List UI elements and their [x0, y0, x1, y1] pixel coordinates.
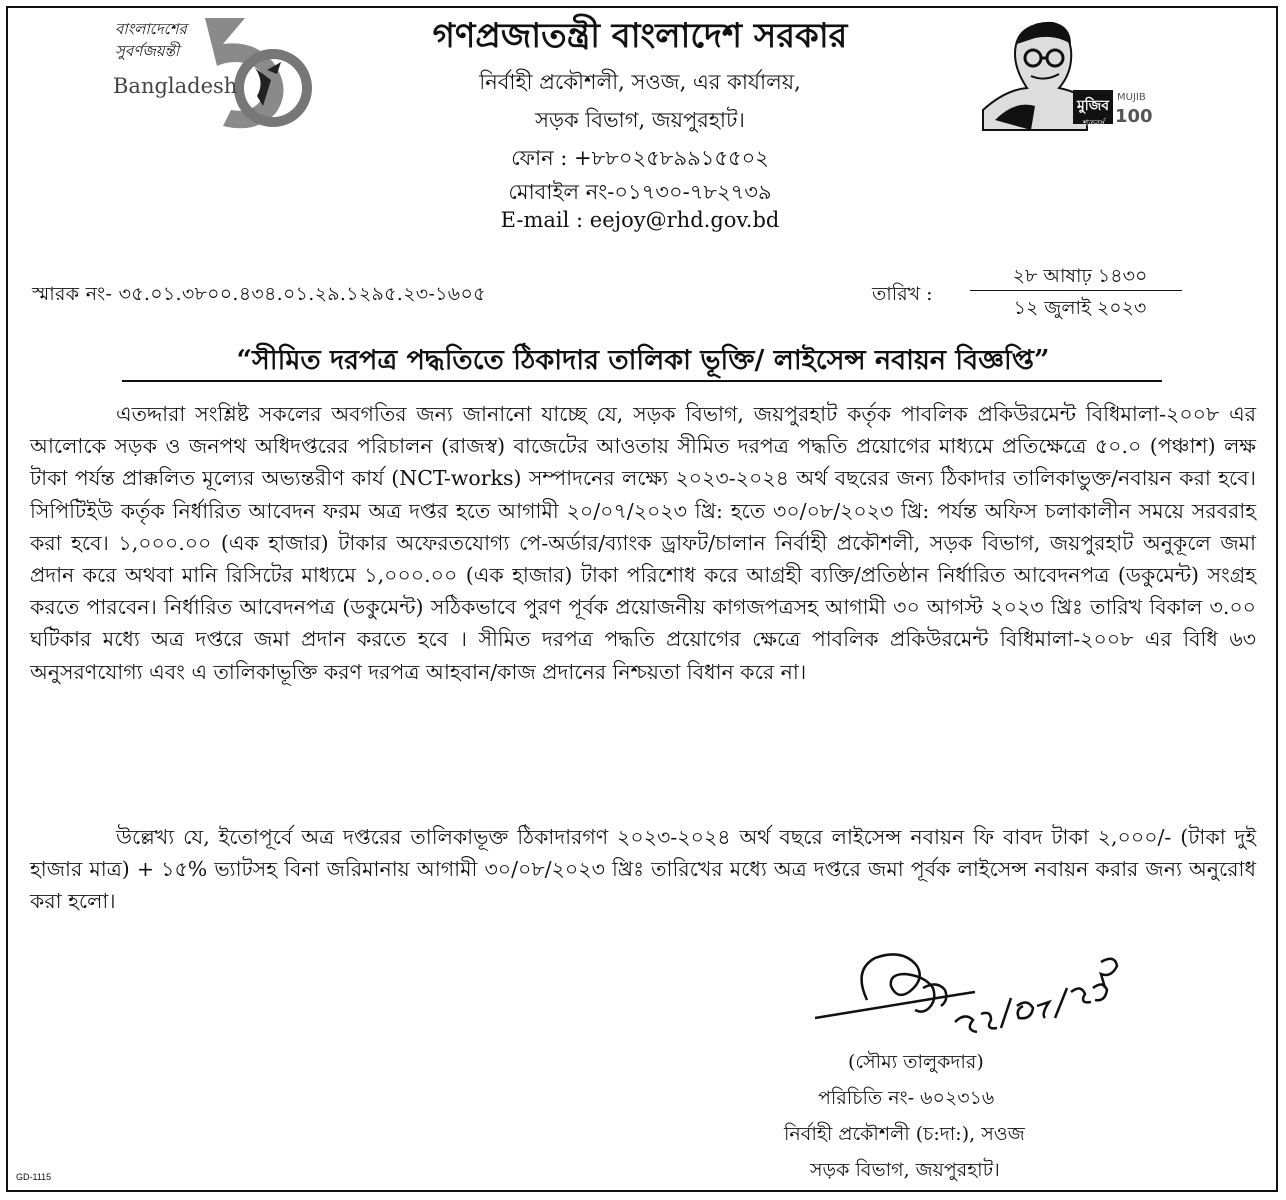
body-paragraph-2	[30, 821, 1256, 918]
email-address: E-mail : eejoy@rhd.gov.bd	[500, 208, 780, 232]
mobile-number: মোবাইল নং-০১৭৩০-৭৮২৭৩৯	[508, 180, 772, 204]
date-label: তারিখ :	[872, 283, 933, 305]
date-bangla: ২৮ আষাঢ় ১৪৩০	[1012, 265, 1148, 287]
logo-bangla-line2: সুবর্ণজয়ন্তী	[115, 42, 180, 60]
bangladesh-50-logo	[105, 10, 315, 135]
mujib-bangla-text: মুজিব	[1077, 98, 1110, 114]
handwritten-signature-icon	[805, 940, 1135, 1050]
date-english: ১২ জুলাই ২০২৩	[1013, 297, 1147, 319]
signatory-name: (সৌম্য তালুকদার)	[848, 1051, 984, 1073]
government-title: গণপ্রজাতন্ত্রী বাংলাদেশ সরকার	[432, 16, 848, 56]
body-paragraph-1	[30, 398, 1256, 688]
mujib-100-logo	[975, 10, 1153, 135]
body-paragraph-1-text: এতদ্দারা সংশ্লিষ্ট সকলের অবগতির জন্য জানানো যাচ্ছে যে, সড়ক বিভাগ, জয়পুরহাট কর্তৃক পাবলিক প্রকিউরমেন্ট বিধিমালা-২০০৮ এর আলোকে সড়ক ও জনপথ অধিদপ্তরের পরিচালন (রাজস্ব) বাজেটের আওতায় সীমিত দরপত্র পদ্ধতি প্রয়োগের মাধ্যমে প্রতিক্ষেত্রে ৫০.০ (পঞ্চাশ) লক্ষ টাকা পর্যন্ত প্রাক্কলিত মূল্যের অভ্যন্তরীণ কার্য (NCT-works) সম্পাদনের লক্ষ্যে ২০২৩-২০২৪ অর্থ বছরের জন্য ঠিকাদার তালিকাভুক্ত/নবায়ন করা হবে। সিপিটিইউ কর্তৃক নির্ধারিত আবেদন ফরম অত্র দপ্তর হতে আগামী ২০/০৭/২০২৩ খ্রি: হতে ৩০/০৮/২০২৩ খ্রি: পর্যন্ত অফিস চলাকালীন সময়ে সরবরাহ করা হবে। ১,০০০.০০ (এক হাজার) টাকার অফেরতযোগ্য পে-অর্ডার/ব্যাংক ড্রাফট/চালান নির্বাহী প্রকৌশলী, সড়ক বিভাগ, জয়পুরহাট অনুকূলে জমা প্রদান করে অথবা মানি রিসিটের মাধ্যমে ১,০০০.০০ (এক হাজার) টাকা পরিশোধ করে আগ্রহী ব্যক্তি/প্রতিষ্ঠান নির্ধারিত আবেদনপত্র (ডকুমেন্ট) সংগ্রহ করতে পারবেন। নির্ধারিত আবেদনপত্র (ডকুমেন্ট) সঠিকভাবে পুরণ পূর্বক প্রয়োজনীয় কাগজপত্রসহ আগামী ৩০ আগস্ট ২০২৩ খ্রিঃ তারিখ বিকাল ৩.০০ ঘটিকার মধ্যে অত্র দপ্তরে জমা প্রদান করতে হবে । সীমিত দরপত্র পদ্ধতি প্রয়োগের ক্ষেত্রে পাবলিক প্রকিউরমেন্ট বিধিমালা-২০০৮ এর বিধি ৬৩ অনুসরণযোগ্য এবং এ তালিকাভূক্তি করণ দরপত্র আহবান/কাজ প্রদানের নিশ্চয়তা বিধান করে না।	[30, 402, 1256, 684]
body-paragraph-2-text: উল্লেখ্য যে, ইতোপূর্বে অত্র দপ্তরের তালিকাভূক্ত ঠিকাদারগণ ২০২৩-২০২৪ অর্থ বছরে লাইসেন্স নবায়ন ফি বাবদ টাকা ২,০০০/- (টাকা দুই হাজার মাত্র) + ১৫% ভ্যাটসহ বিনা জরিমানায় আগামী ৩০/০৮/২০২৩ খ্রিঃ তারিখের মধ্যে অত্র দপ্তরে জমা পূর্বক লাইসেন্স নবায়ন করার জন্য অনুরোধ করা হলো।	[30, 825, 1256, 914]
logo-bangla-line1: বাংলাদেশের	[115, 20, 187, 38]
office-name: নির্বাহী প্রকৌশলী, সওজ, এর কার্যালয়,	[479, 70, 801, 94]
mujib-100-number: 100	[1115, 106, 1153, 127]
mujib-shatabarsha-text: শতবর্ষ	[1083, 119, 1106, 129]
signatory-office: সড়ক বিভাগ, জয়পুরহাট।	[810, 1159, 1000, 1181]
signatory-id: পরিচিতি নং- ৬০২৩১৬	[818, 1087, 995, 1109]
phone-number: ফোন : +৮৮০২৫৮৯৯১৫৫০২	[511, 146, 769, 170]
signatory-designation: নির্বাহী প্রকৌশলী (চ:দা:), সওজ	[784, 1123, 1025, 1145]
memo-number: স্মারক নং- ৩৫.০১.৩৮০০.৪৩৪.০১.২৯.১২৯৫.২৩-১৬০৫	[32, 283, 486, 305]
footer-code: GD-1115	[16, 1172, 52, 1182]
department-name: সড়ক বিভাগ, জয়পুরহাট।	[535, 108, 745, 132]
date-divider	[970, 290, 1182, 291]
logo-bangladesh-text: Bangladesh	[113, 74, 238, 98]
subject-underline	[122, 380, 1162, 382]
notice-subject: “সীমিত দরপত্র পদ্ধতিতে ঠিকাদার তালিকা ভূক্তি/ লাইসেন্স নবায়ন বিজ্ঞপ্তি”	[236, 345, 1050, 376]
mujib-english-text: MUJIB	[1117, 92, 1146, 103]
